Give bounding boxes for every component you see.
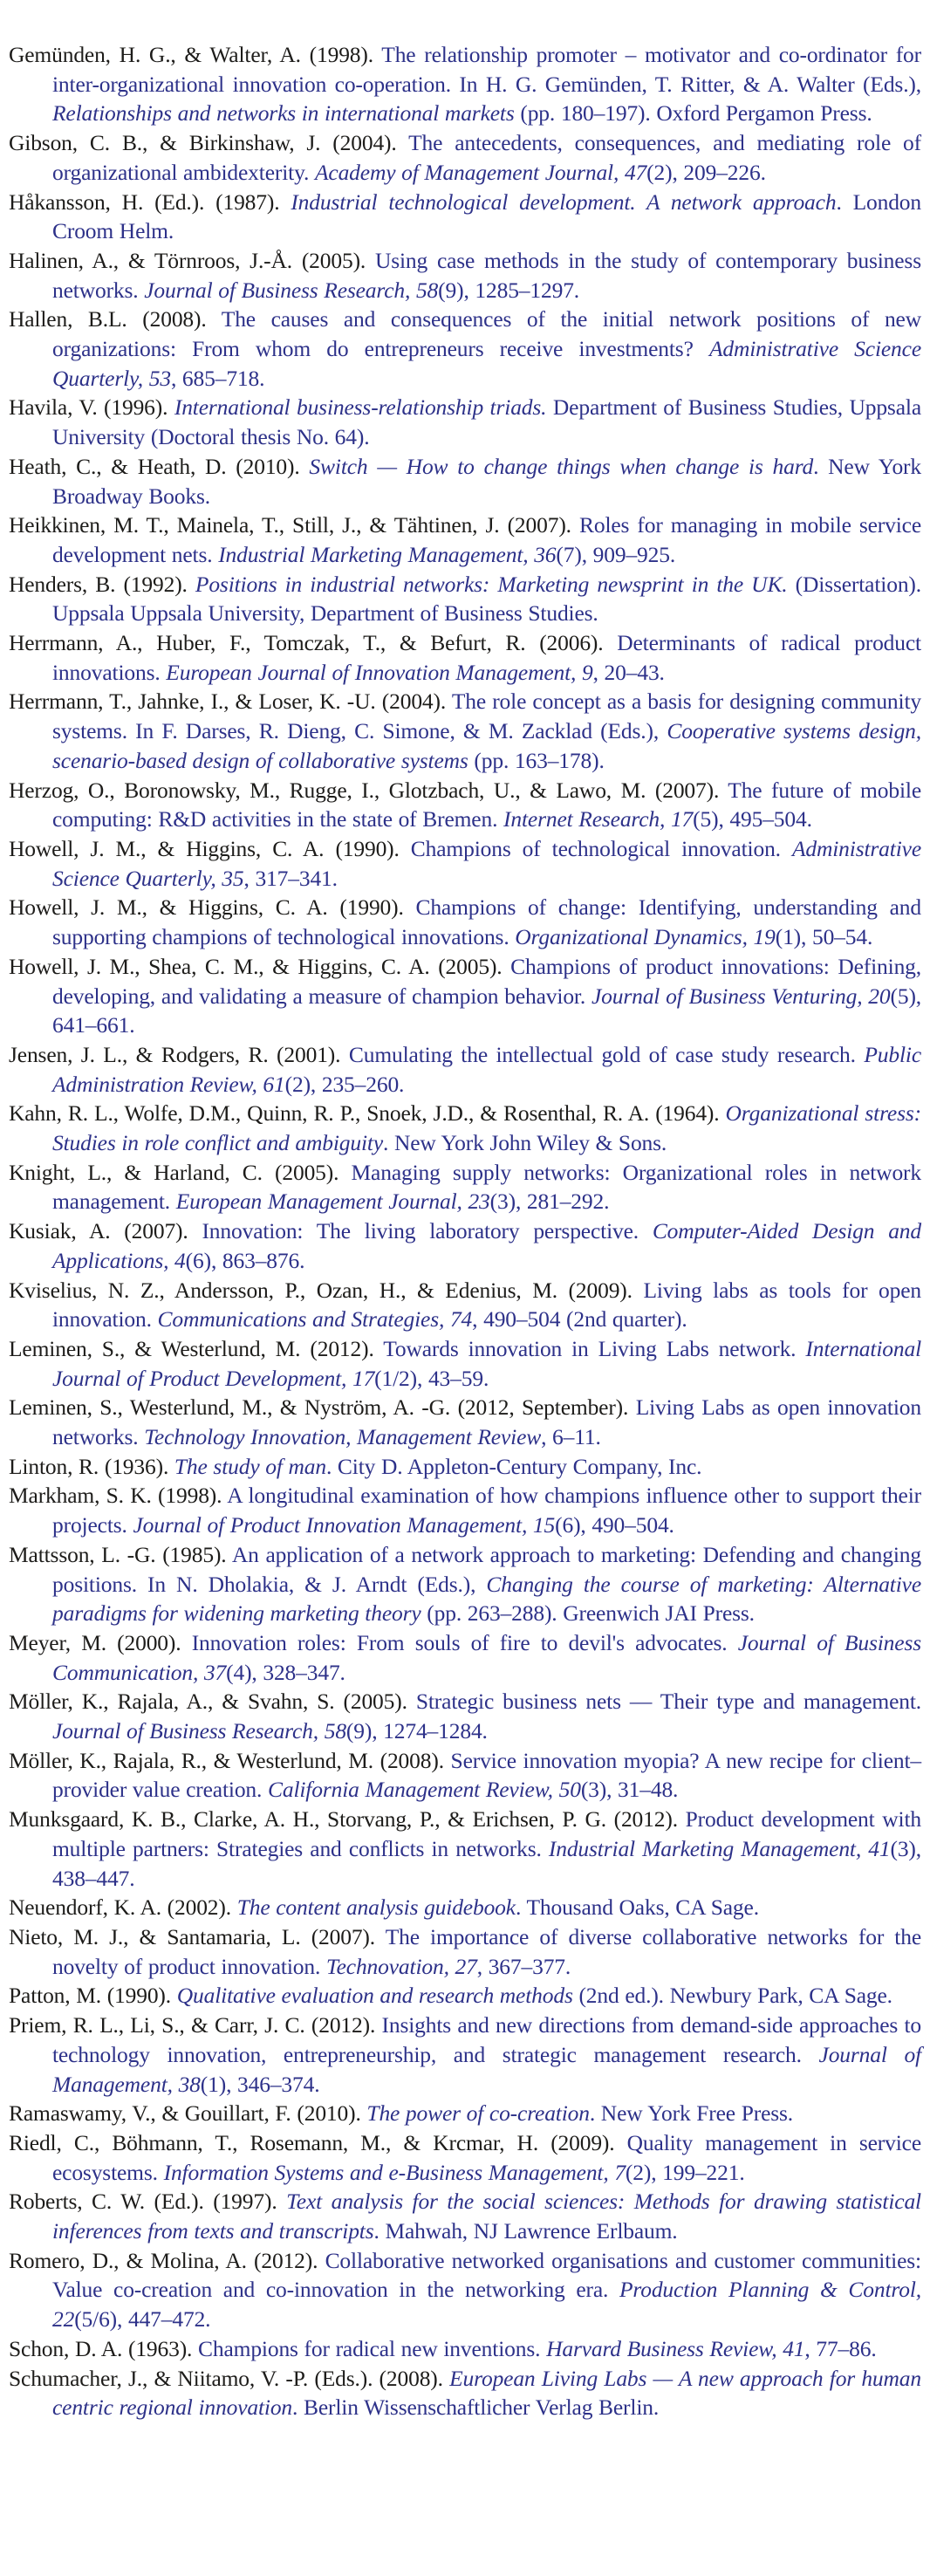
reference-title: , 490–504 (2nd quarter).: [472, 1306, 687, 1333]
reference-authors-year: Heath, C., & Heath, D. (2010).: [9, 453, 310, 479]
reference-authors-year: Howell, J. M., & Higgins, C. A. (1990).: [9, 835, 411, 861]
reference-authors-year: Nieto, M. J., & Santamaria, L. (2007).: [9, 1924, 386, 1949]
reference-title: (3), 281–292.: [489, 1189, 610, 1215]
reference-authors-year: Linton, R. (1936).: [9, 1453, 174, 1479]
reference-title: Living Labs as open innovation networks.: [52, 1394, 921, 1450]
reference-title: (1), 50–54.: [775, 924, 873, 950]
reference-title: (2), 235–260.: [284, 1071, 405, 1097]
reference-title: The causes and consequences of the initial network positions of new organizations: From whom do entrepreneurs receive investments?: [52, 306, 921, 362]
reference-entry: [9, 2187, 921, 2245]
reference-source-title: Industrial technological development. A network approach: [291, 188, 837, 215]
reference-entry: [9, 128, 921, 187]
reference-title: (2), 209–226.: [646, 159, 766, 185]
reference-title: (7), 909–925.: [556, 541, 676, 567]
reference-authors-year: Heikkinen, M. T., Mainela, T., Still, J., & Tähtinen, J. (2007).: [9, 512, 579, 538]
reference-authors-year: Riedl, C., Böhmann, T., Rosemann, M., & Krcmar, H. (2009).: [9, 2129, 627, 2155]
reference-title: (5/6), 447–472.: [74, 2306, 211, 2333]
reference-source-title: Changing the course of marketing: Alternative paradigms for widening marketing theory: [52, 1571, 921, 1627]
reference-entry: [9, 246, 921, 305]
reference-source-title: Cooperative systems design, scenario-based design of collaborative systems: [52, 718, 921, 773]
reference-authors-year: Håkansson, H. (Ed.). (1987).: [9, 188, 291, 215]
reference-authors-year: Schon, D. A. (1963).: [9, 2335, 199, 2361]
reference-source-title: Journal of Business Research, 58: [52, 1718, 346, 1744]
reference-entry: [9, 893, 921, 951]
reference-title: , 367–377.: [476, 1953, 571, 1979]
reference-entry: [9, 834, 921, 893]
reference-title: Champions of product innovations: Defining, developing, and validating a measure of champion behavior.: [52, 953, 921, 1009]
reference-title: Champions of technological innovation.: [410, 835, 792, 861]
reference-entry: [9, 40, 921, 128]
reference-title: , 20–43.: [592, 659, 665, 685]
reference-title: (5), 495–504.: [693, 806, 812, 832]
reference-authors-year: Howell, J. M., Shea, C. M., & Higgins, C. A. (2005).: [9, 953, 511, 979]
reference-entry: [9, 1040, 921, 1099]
reference-entry: [9, 305, 921, 393]
reference-title: . New York John Wiley & Sons.: [383, 1130, 667, 1156]
reference-source-title: Administrative Science Quarterly, 53: [52, 336, 921, 391]
reference-source-title: Administrative Science Quarterly, 35: [52, 835, 921, 891]
reference-entry: [9, 393, 921, 451]
reference-title: Using case methods in the study of contemporary business networks.: [52, 247, 921, 303]
reference-source-title: European Management Journal, 23: [175, 1189, 490, 1215]
reference-authors-year: Priem, R. L., Li, S., & Carr, J. C. (2012).: [9, 2012, 382, 2038]
reference-list: [9, 40, 921, 2422]
reference-authors-year: Patton, M. (1990).: [9, 1983, 177, 2009]
reference-title: (6), 863–876.: [185, 1247, 305, 1273]
reference-source-title: Communications and Strategies, 74: [157, 1306, 473, 1333]
reference-title: Managing supply networks: Organizational roles in network management.: [52, 1159, 921, 1215]
reference-title: Service innovation myopia? A new recipe for client–provider value creation.: [52, 1747, 921, 1803]
reference-title: Innovation roles: From souls of fire to devil's advocates.: [191, 1629, 738, 1655]
reference-authors-year: Herrmann, T., Jahnke, I., & Loser, K. -U. (2004).: [9, 689, 452, 715]
reference-title: . Mahwah, NJ Lawrence Erlbaum.: [373, 2218, 678, 2244]
reference-authors-year: Gemünden, H. G., & Walter, A. (1998).: [9, 42, 382, 67]
reference-authors-year: Neuendorf, K. A. (2002).: [9, 1894, 237, 1921]
reference-entry: [9, 188, 921, 246]
reference-title: (9), 1274–1284.: [345, 1718, 488, 1744]
reference-title: Quality management in service ecosystems.: [52, 2129, 921, 2185]
reference-title: The future of mobile computing: R&D activities in the state of Bremen.: [52, 777, 921, 832]
reference-authors-year: Munksgaard, K. B., Clarke, A. H., Storvang, P., & Erichsen, P. G. (2012).: [9, 1806, 686, 1833]
reference-title: (3), 438–447.: [52, 1835, 921, 1891]
reference-title: Insights and new directions from demand-side approaches to technology innovation, entrepreneurship, and strategic management research.: [52, 2012, 922, 2067]
reference-authors-year: Ramaswamy, V., & Gouillart, F. (2010).: [9, 2100, 367, 2127]
reference-entry: [9, 1452, 921, 1482]
reference-entry: [9, 2246, 921, 2334]
reference-title: (4), 328–347.: [226, 1659, 345, 1685]
reference-source-title: Relationships and networks in international markets: [52, 100, 515, 127]
reference-source-title: Journal of Business Research, 58: [144, 277, 439, 303]
reference-title: . Thousand Oaks, CA Sage.: [515, 1894, 759, 1921]
reference-title: (1/2), 43–59.: [374, 1365, 489, 1391]
reference-source-title: California Management Review, 50: [267, 1777, 581, 1803]
reference-entry: [9, 2011, 921, 2099]
reference-title: The importance of diverse collaborative networks for the novelty of product innovation.: [52, 1924, 921, 1979]
reference-title: . City D. Appleton-Century Company, Inc.: [325, 1453, 702, 1479]
reference-authors-year: Hallen, B.L. (2008).: [9, 306, 222, 332]
reference-authors-year: Leminen, S., & Westerlund, M. (2012).: [9, 1335, 384, 1361]
reference-authors-year: Romero, D., & Molina, A. (2012).: [9, 2247, 325, 2273]
reference-entry: [9, 1981, 921, 2011]
reference-entry: [9, 1893, 921, 1922]
reference-title: , 6–11.: [541, 1424, 601, 1450]
reference-entry: [9, 2099, 921, 2128]
reference-title: (pp. 180–197). Oxford Pergamon Press.: [514, 100, 872, 127]
reference-entry: [9, 452, 921, 510]
reference-authors-year: Gibson, C. B., & Birkinshaw, J. (2004).: [9, 130, 409, 156]
reference-title: Innovation: The living laboratory perspective.: [202, 1218, 653, 1244]
reference-source-title: European Journal of Innovation Management, 9: [166, 659, 593, 685]
reference-source-title: Academy of Management Journal, 47: [314, 159, 647, 185]
reference-source-title: Harvard Business Review, 41: [546, 2335, 805, 2361]
reference-title: The role concept as a basis for designing community systems. In F. Darses, R. Dieng, C. Simone, & M. Zacklad (Eds.),: [52, 689, 921, 744]
reference-source-title: Industrial Marketing Management, 41: [548, 1835, 891, 1861]
reference-title: (3), 31–48.: [580, 1777, 679, 1803]
reference-title: (6), 490–504.: [555, 1512, 674, 1538]
reference-source-title: Technovation, 27: [325, 1953, 477, 1979]
reference-entry: [9, 2334, 921, 2364]
reference-entry: [9, 2128, 921, 2187]
reference-authors-year: Halinen, A., & Törnroos, J.-Å. (2005).: [9, 247, 375, 273]
reference-entry: [9, 1099, 921, 1157]
reference-authors-year: Kahn, R. L., Wolfe, D.M., Quinn, R. P., Snoek, J.D., & Rosenthal, R. A. (1964).: [9, 1100, 726, 1127]
reference-source-title: Text analysis for the social sciences: Methods for drawing statistical inferences from texts and transcripts: [52, 2189, 921, 2244]
reference-authors-year: Kviselius, N. Z., Andersson, P., Ozan, H., & Edenius, M. (2009).: [9, 1277, 644, 1303]
reference-source-title: Journal of Management, 38: [52, 2041, 922, 2097]
reference-authors-year: Roberts, C. W. (Ed.). (1997).: [9, 2189, 287, 2215]
reference-entry: [9, 2364, 921, 2422]
reference-title: (pp. 263–288). Greenwich JAI Press.: [421, 1600, 755, 1627]
reference-title: The antecedents, consequences, and mediating role of organizational ambidexterity.: [52, 130, 921, 185]
reference-entry: [9, 1540, 921, 1628]
reference-authors-year: Knight, L., & Harland, C. (2005).: [9, 1159, 352, 1185]
reference-title: Champions of change: Identifying, understanding and supporting champions of technological innovations.: [52, 894, 921, 950]
reference-entry: [9, 952, 921, 1040]
reference-title: . New York Broadway Books.: [52, 453, 921, 509]
reference-authors-year: Howell, J. M., & Higgins, C. A. (1990).: [9, 894, 416, 921]
reference-title: , 317–341.: [243, 865, 338, 891]
reference-entry: [9, 687, 921, 775]
reference-title: Cumulating the intellectual gold of case study research.: [348, 1041, 865, 1067]
reference-title: An application of a network approach to marketing: Defending and changing positions. In N. Dholakia, & J. Arndt (Eds.),: [52, 1541, 921, 1597]
reference-title: Roles for managing in mobile service development nets.: [52, 512, 922, 567]
reference-entry: [9, 1746, 921, 1805]
reference-title: (2), 199–221.: [625, 2159, 745, 2185]
reference-entry: [9, 1334, 921, 1393]
reference-entry: [9, 510, 921, 569]
reference-entry: [9, 1276, 921, 1334]
reference-entry: [9, 570, 921, 628]
reference-source-title: The study of man: [174, 1453, 326, 1479]
reference-entry: [9, 1481, 921, 1539]
reference-source-title: Journal of Business Communication, 37: [52, 1629, 921, 1685]
reference-entry: [9, 1393, 921, 1451]
reference-title: (5), 641–661.: [52, 983, 922, 1038]
reference-title: Department of Business Studies, Uppsala University (Doctoral thesis No. 64).: [52, 394, 921, 450]
reference-entry: [9, 1216, 921, 1275]
reference-entry: [9, 1687, 921, 1745]
reference-source-title: The power of co-creation: [366, 2100, 590, 2127]
reference-title: Towards innovation in Living Labs network.: [383, 1335, 806, 1361]
reference-authors-year: Meyer, M. (2000).: [9, 1629, 192, 1655]
reference-source-title: Journal of Business Venturing, 20: [591, 983, 891, 1009]
reference-source-title: Information Systems and e-Business Management, 7: [163, 2159, 626, 2185]
reference-source-title: Computer-Aided Design and Applications, 4: [52, 1218, 921, 1273]
reference-title: (9), 1285–1297.: [438, 277, 580, 303]
reference-entry: [9, 1805, 921, 1893]
reference-authors-year: Jensen, J. L., & Rodgers, R. (2001).: [9, 1041, 349, 1067]
reference-source-title: Organizational stress: Studies in role conflict and ambiguity: [52, 1100, 921, 1156]
reference-source-title: Internet Research, 17: [503, 806, 694, 832]
reference-source-title: Organizational Dynamics, 19: [515, 924, 776, 950]
reference-authors-year: Mattsson, L. -G. (1985).: [9, 1541, 232, 1567]
reference-title: (Dissertation). Uppsala Uppsala University, Department of Business Studies.: [52, 571, 921, 627]
reference-authors-year: Havila, V. (1996).: [9, 394, 174, 421]
reference-title: . London Croom Helm.: [52, 188, 921, 244]
reference-title: . New York Free Press.: [589, 2100, 794, 2127]
reference-source-title: International Journal of Product Development, 17: [52, 1335, 921, 1391]
reference-entry: [9, 1922, 921, 1981]
reference-title: (2nd ed.). Newbury Park, CA Sage.: [572, 1983, 892, 2009]
reference-authors-year: Schumacher, J., & Niitamo, V. -P. (Eds.). (2008).: [9, 2365, 450, 2391]
reference-source-title: Technology Innovation, Management Review: [144, 1424, 542, 1450]
reference-source-title: European Living Labs — A new approach for human centric regional innovation: [52, 2365, 921, 2421]
reference-title: Living labs as tools for open innovation.: [52, 1277, 921, 1333]
reference-title: (1), 346–374.: [200, 2071, 320, 2097]
reference-source-title: Positions in industrial networks: Marketing newsprint in the UK.: [195, 571, 788, 597]
reference-authors-year: Herzog, O., Boronowsky, M., Rugge, I., Glotzbach, U., & Lawo, M. (2007).: [9, 777, 728, 803]
reference-authors-year: Leminen, S., Westerlund, M., & Nyström, A. -G. (2012, September).: [9, 1394, 636, 1421]
reference-title: Champions for radical new inventions.: [198, 2335, 547, 2361]
reference-authors-year: Henders, B. (1992).: [9, 571, 195, 597]
reference-source-title: Production Planning & Control, 22: [52, 2277, 921, 2333]
reference-source-title: International business-relationship triads.: [174, 394, 547, 421]
reference-authors-year: Herrmann, A., Huber, F., Tomczak, T., & Befurt, R. (2006).: [9, 630, 618, 656]
reference-source-title: The content analysis guidebook: [236, 1894, 516, 1921]
reference-entry: [9, 1158, 921, 1216]
reference-source-title: Journal of Product Innovation Management, 15: [133, 1512, 556, 1538]
reference-title: The relationship promoter – motivator and co-ordinator for inter-organizational innovation co-operation. In H. G. Gemünden, T. Ritter, & A. Walter (Eds.),: [52, 42, 921, 97]
reference-authors-year: Möller, K., Rajala, A., & Svahn, S. (2005).: [9, 1689, 416, 1715]
reference-title: Strategic business nets — Their type and management.: [415, 1689, 922, 1715]
reference-entry: [9, 628, 921, 687]
reference-authors-year: Kusiak, A. (2007).: [9, 1218, 202, 1244]
reference-title: , 77–86.: [804, 2335, 877, 2361]
reference-source-title: Switch — How to change things when change is hard: [309, 453, 814, 479]
reference-title: Collaborative networked organisations and customer communities: Value co-creation and co-innovation in the networking era.: [52, 2247, 921, 2303]
reference-entry: [9, 776, 921, 834]
reference-source-title: Industrial Marketing Management, 36: [218, 541, 557, 567]
reference-source-title: Qualitative evaluation and research methods: [176, 1983, 573, 2009]
reference-entry: [9, 1628, 921, 1687]
reference-title: Product development with multiple partners: Strategies and conflicts in networks.: [52, 1806, 921, 1861]
reference-authors-year: Markham, S. K. (1998).: [9, 1483, 228, 1509]
reference-title: (pp. 163–178).: [468, 747, 605, 773]
reference-title: Determinants of radical product innovations.: [52, 630, 921, 685]
reference-title: , 685–718.: [170, 365, 265, 391]
reference-title: A longitudinal examination of how champions influence other to support their projects.: [52, 1483, 921, 1538]
reference-source-title: Public Administration Review, 61: [52, 1041, 921, 1097]
reference-title: . Berlin Wissenschaftlicher Verlag Berlin.: [292, 2394, 660, 2421]
reference-authors-year: Möller, K., Rajala, R., & Westerlund, M. (2008).: [9, 1747, 451, 1773]
